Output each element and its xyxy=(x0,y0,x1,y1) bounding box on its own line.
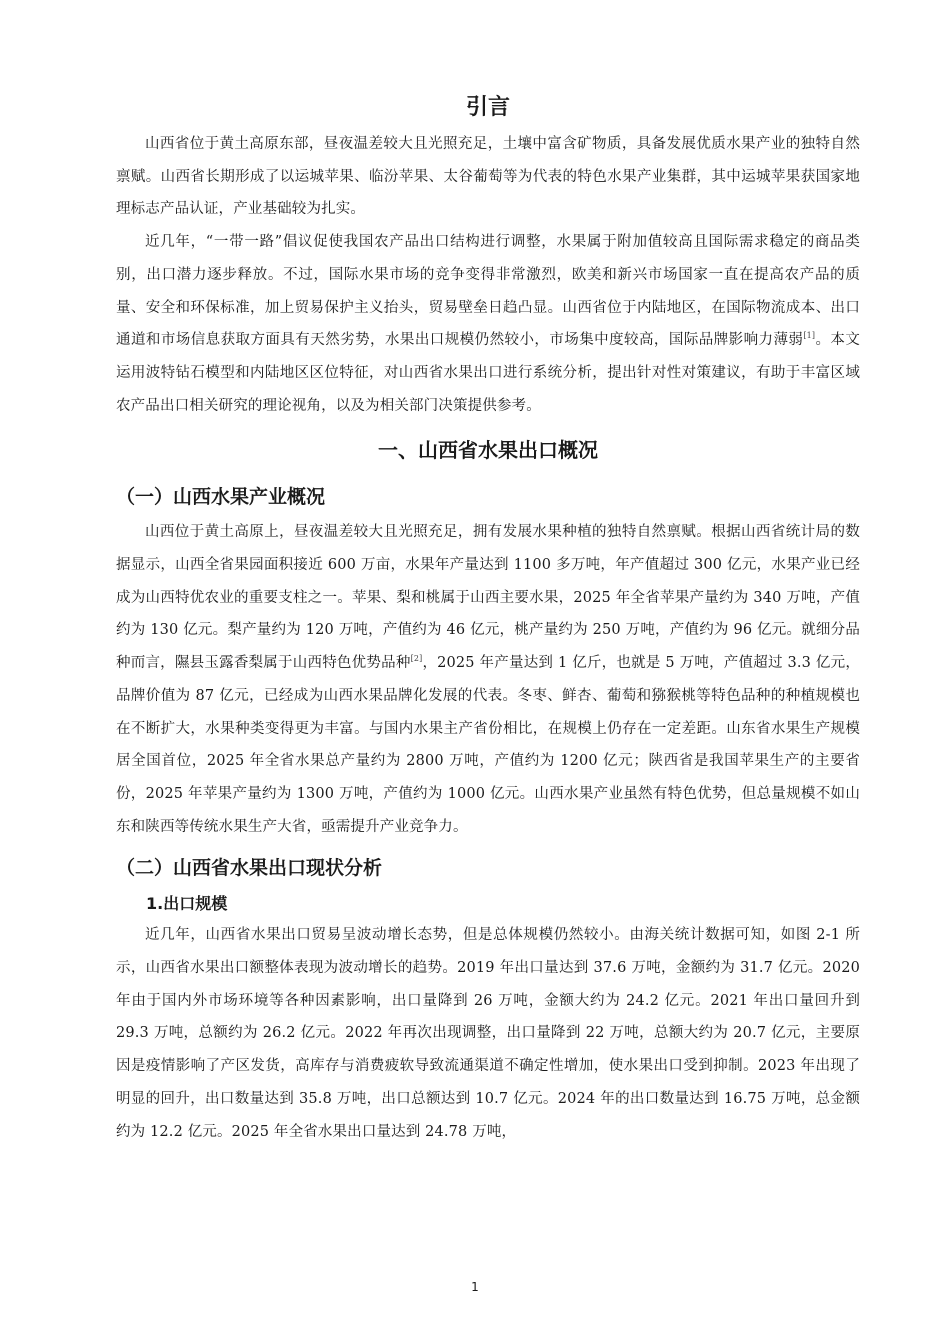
subsection-1-text-a: 山西位于黄土高原上，昼夜温差较大且光照充足，拥有发展水果种植的独特自然禀赋。根据山西省统计局的数据显示，山西全省果园面积接近 600 万亩，水果年产量达到 1100 多万吨，年产值超过 300 亿元，水果产业已经成为山西特优农业的重要支柱之一。苹果、梨和桃属于山西主要水果，2025 年全省苹果产量约为 340 万吨，产值约为 130 亿元。梨产量约为 120 万吨，产值约为 46 亿元，桃产量约为 250 万吨，产值约为 96 亿元。就细分品种而言，隰县玉露香梨属于山西特色优势品种 xyxy=(116,524,860,672)
page-content xyxy=(116,88,860,1148)
subsection-2-heading: （二）山西省水果出口现状分析 xyxy=(116,857,383,880)
subsection-1-paragraph xyxy=(116,516,860,843)
intro-paragraph-2-text-b: 。本文运用波特钻石模型和内陆地区区位特征，对山西省水果出口进行系统分析，提出针对性对策建议，有助于丰富区域农产品出口相关研究的理论视角，以及为相关部门决策提供参考。 xyxy=(116,332,860,414)
section-1-heading: 一、山西省水果出口概况 xyxy=(378,438,598,463)
intro-paragraph-2-text-a: 近几年，“一带一路”倡议促使我国农产品出口结构进行调整，水果属于附加值较高且国际需求稳定的商品类别，出口潜力逐步释放。不过，国际水果市场的竞争变得非常激烈，欧美和新兴市场国家一直在提高农产品的质量、安全和环保标准，加上贸易保护主义抬头，贸易壁垒日趋凸显。山西省位于内陆地区，在国际物流成本、出口通道和市场信息获取方面具有天然劣势，水果出口规模仍然较小，市场集中度较高，国际品牌影响力薄弱 xyxy=(116,234,860,349)
intro-heading: 引言 xyxy=(465,95,510,120)
item-1-paragraph: 近几年，山西省水果出口贸易呈波动增长态势，但是总体规模仍然较小。由海关统计数据可知，如图 2-1 所示，山西省水果出口额整体表现为波动增长的趋势。2019 年出口量达到 37.6 万吨，金额约为 31.7 亿元。2020 年由于国内外市场环境等各种因素影响，出口量降到 26 万吨，金额大约为 24.2 亿元。2021 年出口量回升到 29.3 万吨，总额约为 26.2 亿元。2022 年再次出现调整，出口量降到 22 万吨，总额大约为 20.7 亿元，主要原因是疫情影响了产区发货，高库存与消费疲软导致流通渠道不确定性增加，使水果出口受到抑制。2023 年出现了明显的回升，出口数量达到 35.8 万吨，出口总额达到 10.7 亿元。2024 年的出口数量达到 16.75 万吨，总金额约为 12.2 亿元。2025 年全省水果出口量达到 24.78 万吨， xyxy=(116,927,860,1140)
subsection-1-heading: （一）山西水果产业概况 xyxy=(116,486,326,509)
intro-paragraph-1: 山西省位于黄土高原东部，昼夜温差较大且光照充足，土壤中富含矿物质，具备发展优质水果产业的独特自然禀赋。山西省长期形成了以运城苹果、临汾苹果、太谷葡萄等为代表的特色水果产业集群，其中运城苹果获国家地理标志产品认证，产业基础较为扎实。 xyxy=(116,136,860,218)
citation-ref-1[interactable]: [1] xyxy=(803,331,816,341)
item-1-heading: 1.出口规模 xyxy=(146,894,228,914)
citation-ref-2[interactable]: [2] xyxy=(410,654,423,664)
intro-paragraph-2 xyxy=(116,226,860,422)
subsection-1-text-b: ，2025 年产量达到 1 亿斤，也就是 5 万吨，产值超过 3.3 亿元，品牌价值为 87 亿元，已经成为山西水果品牌化发展的代表。冬枣、鲜杏、葡萄和猕猴桃等特色品种的种植规模也在不断扩大，水果种类变得更为丰富。与国内水果主产省份相比，在规模上仍存在一定差距。山东省水果生产规模居全国首位，2025 年全省水果总产量约为 2800 万吨，产值约为 1200 亿元；陕西省是我国苹果生产的主要省份，2025 年苹果产量约为 1300 万吨，产值约为 1000 亿元。山西水果产业虽然有特色优势，但总量规模不如山东和陕西等传统水果生产大省，亟需提升产业竞争力。 xyxy=(116,655,860,835)
page-number: 1 xyxy=(471,1280,479,1294)
